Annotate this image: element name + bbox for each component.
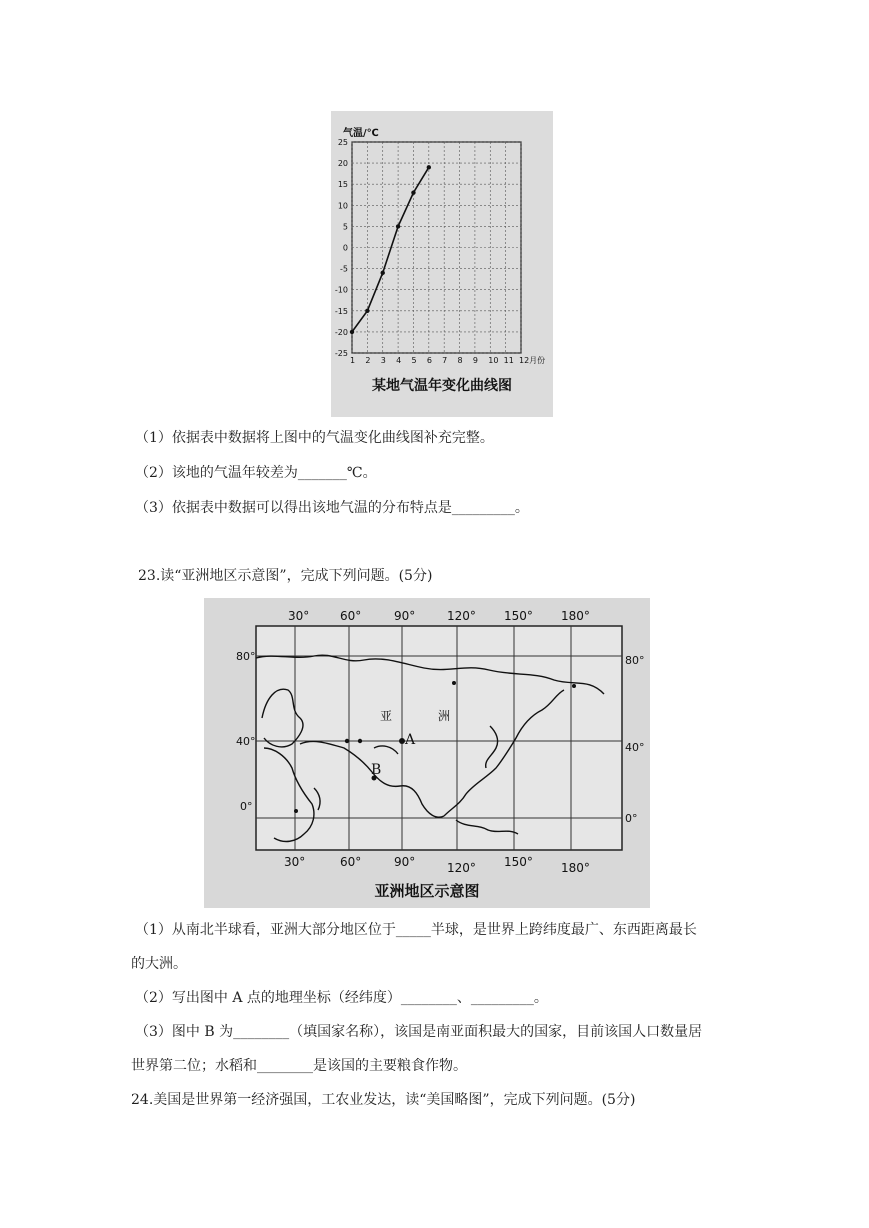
chart-data-point [427, 165, 431, 169]
chart-y-tick-label: 0 [342, 243, 348, 253]
chart-data-point [381, 271, 385, 275]
chart-x-tick-label: 12月份 [519, 356, 546, 365]
map-label-zhou: 洲 [438, 709, 451, 723]
chart-title: 某地气温年变化曲线图 [372, 378, 512, 394]
map-lon-bottom-150: 150° [504, 855, 533, 869]
chart-x-tick-label: 9 [472, 356, 479, 365]
map-lon-top-180: 180° [561, 609, 590, 623]
q24-heading: 24.美国是世界第一经济强国，工农业发达，读“美国略图”，完成下列问题。(5分) [131, 1092, 636, 1108]
map-lat-left-0: 0° [240, 800, 253, 813]
chart-y-tick-label: 15 [337, 180, 348, 190]
chart-y-tick-label: -5 [340, 264, 348, 274]
chart-y-tick-label: 5 [342, 222, 348, 232]
chart-ylabel: 气温/℃ [343, 128, 379, 139]
map-point-a: A [405, 732, 416, 748]
chart-x-tick-label: 3 [380, 356, 386, 365]
map-lat-right-80: 80° [625, 654, 645, 667]
q23-item-3-line-1: （3）图中 B 为________（填国家名称），该国是南亚面积最大的国家，目前该国人口数量居 [135, 1024, 703, 1040]
q23-item-1-line-2: 的大洲。 [131, 956, 187, 972]
map-lon-top-30: 30° [288, 609, 310, 623]
chart-data-point [396, 224, 400, 228]
chart-y-tick-label: -25 [334, 349, 348, 358]
map-lon-bottom-120: 120° [447, 861, 476, 875]
chart-x-tick-label: 8 [457, 356, 463, 365]
chart-x-tick-label: 1 [350, 356, 356, 365]
q23-item-3-line-2: 世界第二位；水稻和________是该国的主要粮食作物。 [131, 1058, 467, 1074]
map-point-b: B [371, 762, 382, 778]
chart-y-tick-label: -10 [334, 285, 348, 295]
chart-y-tick-label: 20 [337, 159, 348, 169]
temperature-chart-figure [331, 111, 553, 417]
chart-y-tick-label: -15 [334, 306, 348, 316]
chart-y-tick-label: -20 [334, 327, 348, 337]
chart-y-tick-label: 25 [337, 138, 348, 147]
q22-item-2: （2）该地的气温年较差为_______℃。 [135, 465, 377, 481]
map-lat-left-80: 80° [236, 650, 256, 663]
chart-x-tick-label: 7 [442, 356, 448, 365]
q23-item-2: （2）写出图中 A 点的地理坐标（经纬度）________、_________。 [135, 990, 548, 1006]
map-lat-left-40: 40° [236, 735, 256, 748]
chart-series-line [352, 167, 429, 332]
chart-x-tick-label: 4 [396, 356, 402, 365]
asia-map [204, 598, 650, 908]
map-lon-bottom-90: 90° [394, 855, 416, 869]
chart-x-tick-label: 2 [365, 356, 371, 365]
q23-heading: 23.读“亚洲地区示意图”，完成下列问题。(5分) [138, 568, 433, 584]
map-lon-bottom-180: 180° [561, 861, 590, 875]
map-lon-top-60: 60° [340, 609, 362, 623]
chart-x-tick-label: 5 [411, 356, 417, 365]
chart-x-tick-label: 10 [488, 356, 499, 365]
map-lon-bottom-30: 30° [284, 855, 306, 869]
map-lat-right-40: 40° [625, 741, 645, 754]
q22-item-1: （1）依据表中数据将上图中的气温变化曲线图补充完整。 [135, 430, 494, 446]
chart-data-point [365, 309, 369, 313]
temperature-chart [331, 111, 553, 417]
map-lat-right-0: 0° [625, 812, 638, 825]
asia-map-figure [204, 598, 650, 908]
map-lon-top-120: 120° [447, 609, 476, 623]
chart-data-point [350, 330, 354, 334]
q23-item-1-line-1: （1）从南北半球看，亚洲大部分地区位于_____半球，是世界上跨纬度最广、东西距离最长 [135, 922, 697, 938]
map-label-ya: 亚 [380, 709, 393, 723]
map-lon-top-90: 90° [394, 609, 416, 623]
chart-x-tick-label: 11 [503, 356, 514, 365]
chart-y-tick-label: 10 [337, 201, 348, 211]
q22-item-3: （3）依据表中数据可以得出该地气温的分布特点是_________。 [135, 500, 529, 516]
map-lon-top-150: 150° [504, 609, 533, 623]
map-caption: 亚洲地区示意图 [374, 882, 480, 900]
map-lon-bottom-60: 60° [340, 855, 362, 869]
chart-x-tick-label: 6 [426, 356, 432, 365]
chart-data-point [411, 190, 415, 194]
